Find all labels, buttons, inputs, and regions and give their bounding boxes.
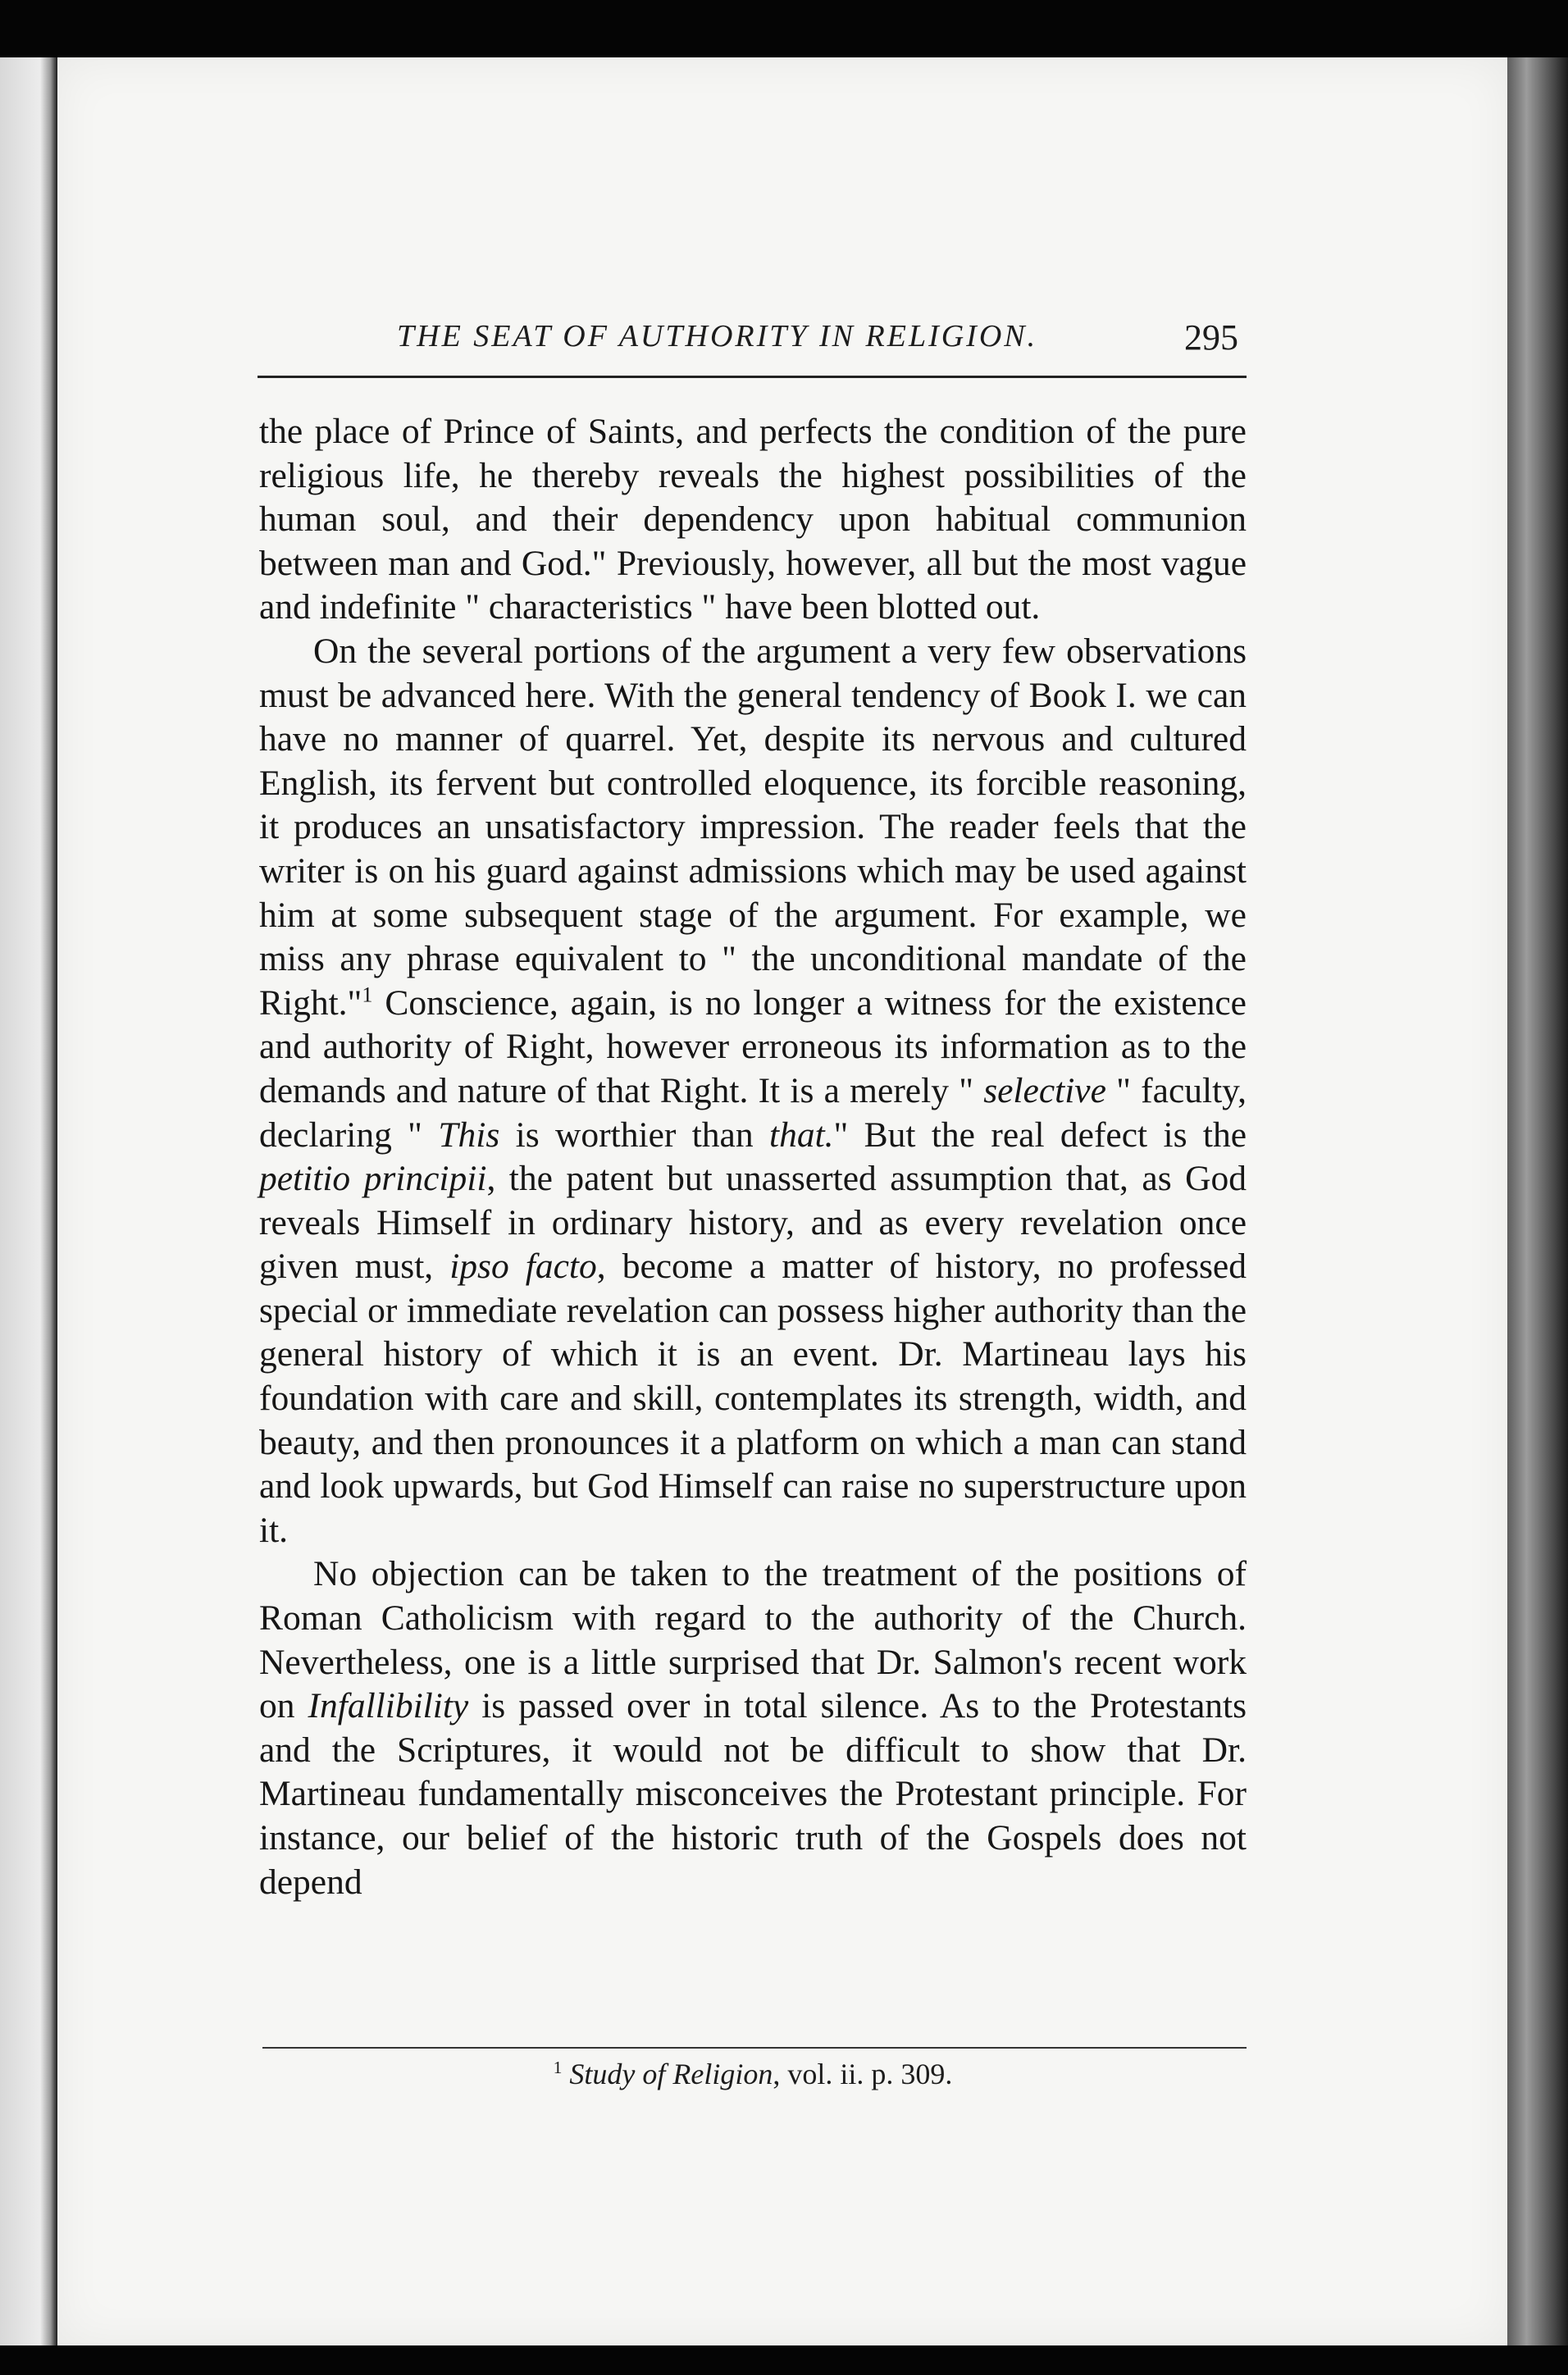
body-text [259, 410, 1247, 1904]
paragraph-2-text-f: , the patent but unasserted assumption that, as God reveals Himself in ordinary history, and as every revelation once given must, [259, 1159, 1247, 1287]
footnote-divider [262, 2047, 1247, 2049]
facing-page-edge [0, 57, 57, 2345]
running-title: THE SEAT OF AUTHORITY IN RELIGION. [397, 319, 1038, 353]
footnote [259, 2057, 1247, 2091]
footnote-rest: , vol. ii. p. 309. [773, 2058, 953, 2090]
paragraph-1 [259, 410, 1247, 630]
paragraph-3-text-b: is passed over in total silence. As to the Protestants and the Scriptures, it would not be difficult to show that Dr. Martineau fundamentally misconceives the Protestant principle. For instance, our belief of the historic truth of the Gospels does not depend [259, 1686, 1247, 1902]
page-number: 295 [1184, 317, 1238, 358]
page-header [258, 318, 1247, 378]
italic-this: This [438, 1115, 500, 1155]
italic-infallibility: Infallibility [308, 1686, 469, 1726]
paragraph-2-text-a: On the several portions of the argument a very few observations must be advanced here. With the general tendency of Book I. we can have no manner of quarrel. Yet, despite its nervous and cultured English, its fervent but controlled eloquence, its forcible reasoning, it produces an unsatisfactory impression. The reader feels that the writer is on his guard against admissions which may be used against him at some subsequent stage of the argument. For example, we miss any phrase equivalent to " the unconditional mandate of the Right." [259, 631, 1247, 1023]
italic-that: that. [768, 1115, 834, 1155]
paragraph-2 [259, 630, 1247, 1552]
italic-ipso-facto: ipso facto [449, 1247, 597, 1287]
italic-selective: selective [983, 1070, 1106, 1110]
paragraph-2-text-d: is worthier than [499, 1115, 769, 1155]
footnote-title: Study of Religion [569, 2058, 773, 2090]
footnote-marker: 1 [553, 2058, 563, 2077]
paragraph-3 [259, 1552, 1247, 1904]
paragraph-1-text: the place of Prince of Saints, and perfects the condition of the pure religious life, he thereby reveals the highest possibilities of the human soul, and their dependency upon habitual communion between man and God." Previously, however, all but the most vague and indefinite " characteristics " have been blotted out. [259, 412, 1247, 627]
paragraph-2-text-c: " faculty, declaring " [259, 1070, 1247, 1155]
paragraph-2-text-g: , become a matter of history, no professed special or immediate revelation can possess higher authority than the general history of which it is an event. Dr. Martineau lays his foundation with care and skill, contemplates its strength, width, and beauty, and then pronounces it a platform on which a man can stand and look upwards, but God Himself can raise no superstructure upon it. [259, 1247, 1247, 1550]
italic-petitio-principii: petitio principii [259, 1159, 487, 1199]
paragraph-3-text-a: No objection can be taken to the treatment of the positions of Roman Catholicism with regard to the authority of the Church. Nevertheless, one is a little surprised that Dr. Salmon's recent work on [259, 1554, 1247, 1726]
paragraph-2-text-b: Conscience, again, is no longer a witness for the existence and authority of Right, however erroneous its information as to the demands and nature of that Right. It is a merely " [259, 982, 1247, 1110]
paragraph-2-text-e: " But the real defect is the [833, 1115, 1247, 1155]
footnote-reference: 1 [362, 982, 373, 1007]
